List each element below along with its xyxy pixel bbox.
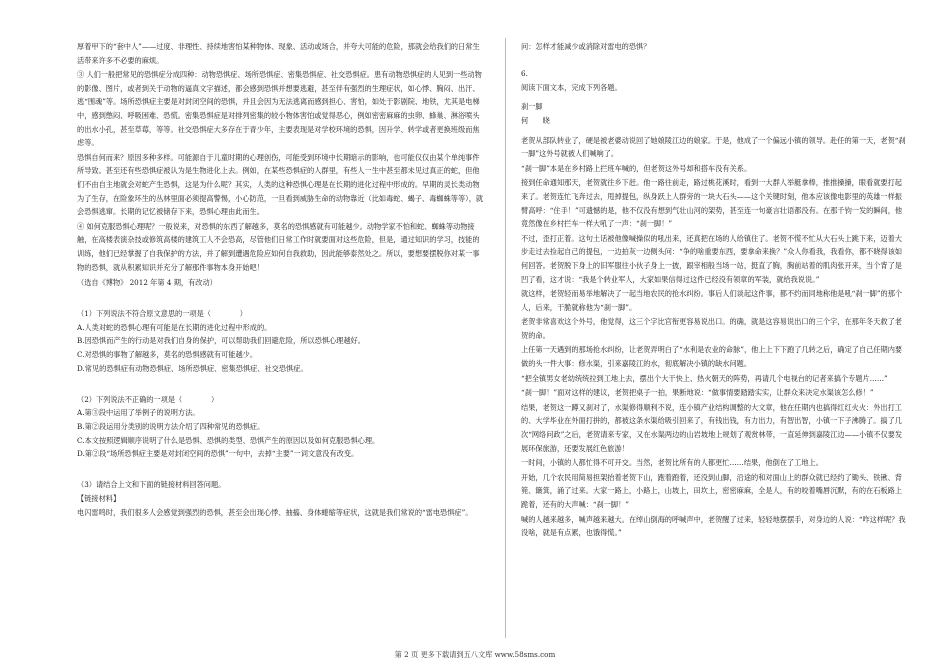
story-paragraph-4: 不过，歪打正着。这句土话被他像喊操似的吼出来，还真把在场的人给镇住了。老贺不慌不忙从大石头上跳下来，迈着大步走过去捡起自己的提包，一边拍灰一边侧头问：“争的啥重要东西，要拿命来换？”众人你看我，我看你，都不晓得该如何回答。老贺脱下身上的旧军服往小伙子身上一披，跟宰相般当场一站，挺直了胸，胸前站着的肌肉张开来，当个背了是凹了看，这才说：“我是个转业军人，大家如果信得过这件已经没有领章的军装，就给我说说。” [521, 233, 903, 284]
question-2-stem: （2）下列说法不正确的一项是（ ） [77, 394, 219, 404]
question-2-option-b: B.第②段运用分类别的说明方法介绍了四种常见的恐惧症。 [77, 422, 265, 432]
link-material-text: 电闪雷鸣时，我们很多人会感觉到强烈的恐惧，甚至会出现心悸、抽搐、身体蜷缩等症状，这就是我们常说的“雷电恐惧症”。 [77, 507, 473, 517]
story-paragraph-8: “把全镇男女老幼统统拉到工地上去，摆出个大干快上、热火朝天的阵势，再请几个电视台的记者来搞个专题片……” [521, 373, 888, 383]
story-author: 何 晓 [521, 115, 550, 125]
intro-paragraph: 厚着甲下的“套中人”——过度、非理性、持续地害怕某种物体、现象、活动或场合，并夸大可能的危险，那就会给我们的日常生活带来许多不必要的麻烦。 [77, 42, 480, 65]
question-3-stem: （3）请结合上文和下面的链接材料回答问题。 [77, 480, 226, 490]
question-1-option-c: C.对恐惧的事物了解越多，莫名的恐惧感就有可能越少。 [77, 350, 258, 360]
question-1-stem: （1）下列说法不符合原文意思的一项是（ ） [77, 309, 247, 319]
story-paragraph-2: “刹一脚”本是在乡村路上拦班车喊的，但老贺这外号却和搭车没有关系。 [521, 163, 752, 173]
paragraph-4: 恐惧自何而来？原因多种多样。可能源自于儿童时期的心理创伤，可能受到环境中长期暗示的影响，也可能仅仅由某个单纯事件所导致。甚至还有些恐惧症被认为是生物进化上去。例如，在某些恐惧症的人群里，有些人一生中甚至都未见过真正的蛇，但他们不由自主地就会对蛇产生恐惧，这是为什么呢？其实，人类的这种恐惧心理是在长期的进化过程中形成的。早期的灵长类动物为了生存，在险象环生的丛林里面必须提高警惕，小心防范，一旦看到威胁生命的动物靠近（比如毒蛇、蝎子、毒蜘蛛等等），就会恐惧逃窜。长期的记忆被储存下来，恐惧心理由此而生。 [77, 152, 484, 217]
story-paragraph-11: 一时间，小镇的人都忙得不可开交。当然，老贺比所有的人都更忙……结果，他倒在了工地上。 [521, 458, 823, 468]
question-2-option-a: A.第③段中运用了举例子的说明方法。 [77, 408, 200, 418]
question-instruction: 阅读下面文本，完成下列各题。 [521, 82, 622, 92]
paragraph-5: ④ 如何克服恐惧心理呢？一般说来，对恐惧的东西了解越多，莫名的恐惧感就有可能越少。动物学家不怕和蛇、蜘蛛等动物接触，在高楼表演杂技或修筑高楼的建筑工人不会恐高，尽管他们日常工作时就要面对这些危险，但是，通过知识的学习，技能的训练，他们已经掌握了自我保护的方法，并了解到遭遇危险应如何自我救助，因此能够泰然处之。所以，要想要摆脱你对某一事物的恐惧，就从积累知识并充分了解那件事物本身开始吧！ [77, 221, 480, 272]
right-column [521, 40, 907, 541]
page-footer: 第 2 页 更多下载请到五八文库 www.58sms.com [394, 650, 556, 659]
story-paragraph-7: 上任第一天遇到的那场抢水纠纷，让老贺弄明白了“水利是农业的命脉”，他上上下下跑了几转之后，确定了自己任期内要做的头一件大事：修水渠，引来嘉陵江的水，彻底解决小镇的缺水问题。 [521, 345, 903, 369]
paragraph-3: ③ 人们一般把常见的恐惧症分成四种：动物恐惧症、场所恐惧症、密集恐惧症、社交恐惧症。患有动物恐惧症的人见到一些动物的影像、图片，或者到关于动物的逼真文字描述，都会感到恐惧并想要逃避，甚至伴有强烈的生理症状，如心悸、胸闷、出汗、逃“围魂”等。场所恐惧症主要是对封闭空间的恐惧，并且会因为无法逃离而感到担心、害怕，如处于影剧院、地铁，尤其是电梯中，感到憋闷、呼吸困难、恐慌。密集恐惧症是对排列密集的较小物体害怕或觉得恶心，例如密密麻麻的虫卵、蜂巢、淋浴喷头的出水小孔，甚至草莓，等等。社交恐惧症大多存在于青少年，主要表现是对学校环境的恐惧，因升学、转学或者更换班级而焦虑等。 [77, 70, 482, 148]
story-paragraph-12: 开始，几个农民用简易担架抬着老贺下山，跑着跑着，还没到山脚，沿途的和对面山上的群众就已经约了锄头、铁锹、背篼、簸箕，涌了过来。大家一路上，小路上，山坡上，田坎上，密密麻麻，全是人，有的咬着嘴唇沉默，有的在石板路上跪着，还有的大声喊：“刹一脚！” [521, 472, 902, 509]
column-divider [505, 38, 506, 638]
story-paragraph-5: 就这样，老贺轻而易举地解决了一起当地农民的抢水纠纷。事后人们谈起这件事，都不约而同地称他是吼“刹一脚”的那个人，后来，干脆就称他为“刹一脚”。 [521, 289, 903, 312]
story-paragraph-1: 老贺从部队转业了，硬是被老婆动说回了她娘陵江边的娘家。于是，他成了一个偏远小镇的领导。赴任的第一天，老贺“刹一脚”这外号就被人们喊响了。 [521, 135, 906, 159]
story-paragraph-9: “刹一脚！”面对这样的建议，老贺把桌子一拍，果断地说：“做事情要踏踏实实，让群众来决定水渠该怎么修！” [521, 388, 874, 398]
question-1-option-d: D.常见的恐惧症有动物恐惧症、场所恐惧症、密集恐惧症、社交恐惧症。 [77, 363, 308, 373]
question-1-option-a: A.人类对蛇的恐惧心理有可能是在长期的进化过程中形成的。 [77, 322, 272, 332]
question-2-option-c: C.本文按照逻辑顺序说明了什么是恐惧、恐惧的类型、恐惧产生的原因以及如何克服恐惧心理。 [77, 435, 380, 445]
story-title: 刹一脚 [521, 102, 543, 112]
left-column [77, 40, 485, 519]
question-3-continuation: 问：怎样才能减少或消除对雷电的恐惧？ [521, 42, 651, 51]
story-paragraph-10: 结果，老贺这一蹲又刹对了，水渠修得顺利不说，连小镇产业结构调整的大文章，他在任期内也搞得红红火火：外出打工的、大学毕业在外面打拼的，都被这条水渠给吸引回来了，有钱出钱，有力出力，有智出智，小镇一下子沸腾了。搞了几次“网络问政”之后，老贺请来专家，又在水渠两边的山岩坡地上规划了观赏林带，一直延伸到嘉陵江边——小镇不仅要发展环保旅游，还要发展红色旅游！ [521, 402, 903, 453]
story-paragraph-6: 老贺非常喜欢这个外号，他觉得，这三个字比官衔更容易说出口。的确，就是这容易说出口的三个字，在那年冬天救了老贺的命。 [521, 317, 902, 340]
story-paragraph-13: 喊的人越来越多，喊声越来越大。在绰山倒海的呼喊声中，老贺醒了过来，轻轻地摆摆手，对身边的人说：“咋这样呢？我没啥，就是有点累，也饿得慌。” [521, 514, 906, 538]
story-paragraph-3: 接到任命通知那天，老贺就往乡下赶。他一路往前走，路过桃花溪时，看到一大群人举艇拿棒，推推搡搡，眼看就要打起来了。老贺连忙飞奔过去，甩掉提包，纵身跃上人群旁的一块大石头——这个关键时刻，他本应该像电影里的英雄一样振臂高呼：“住手！”可遗憾的是，他不仅没有想到气壮山河的架势，甚至连一句豪言壮语都没有。在那千钧一发的瞬间，他竟然像在乡村拦车一样大吼了一声：“刹一脚！” [521, 178, 903, 229]
question-1-option-b: B.因恐惧而产生的行动是对我们自身的保护，可以帮助我们回避危险，所以恐惧心理越好。 [77, 336, 365, 346]
link-material-title: 【链接材料】 [77, 494, 121, 503]
question-2-option-d: D.第②段“场所恐惧症主要是对封闭空间的恐惧”一句中，去掉“主要”一词文意没有改变。 [77, 449, 359, 459]
source-note: （选自《博物》 2012 年第 4 期，有改动） [77, 278, 217, 288]
question-number: 6. [521, 69, 528, 79]
